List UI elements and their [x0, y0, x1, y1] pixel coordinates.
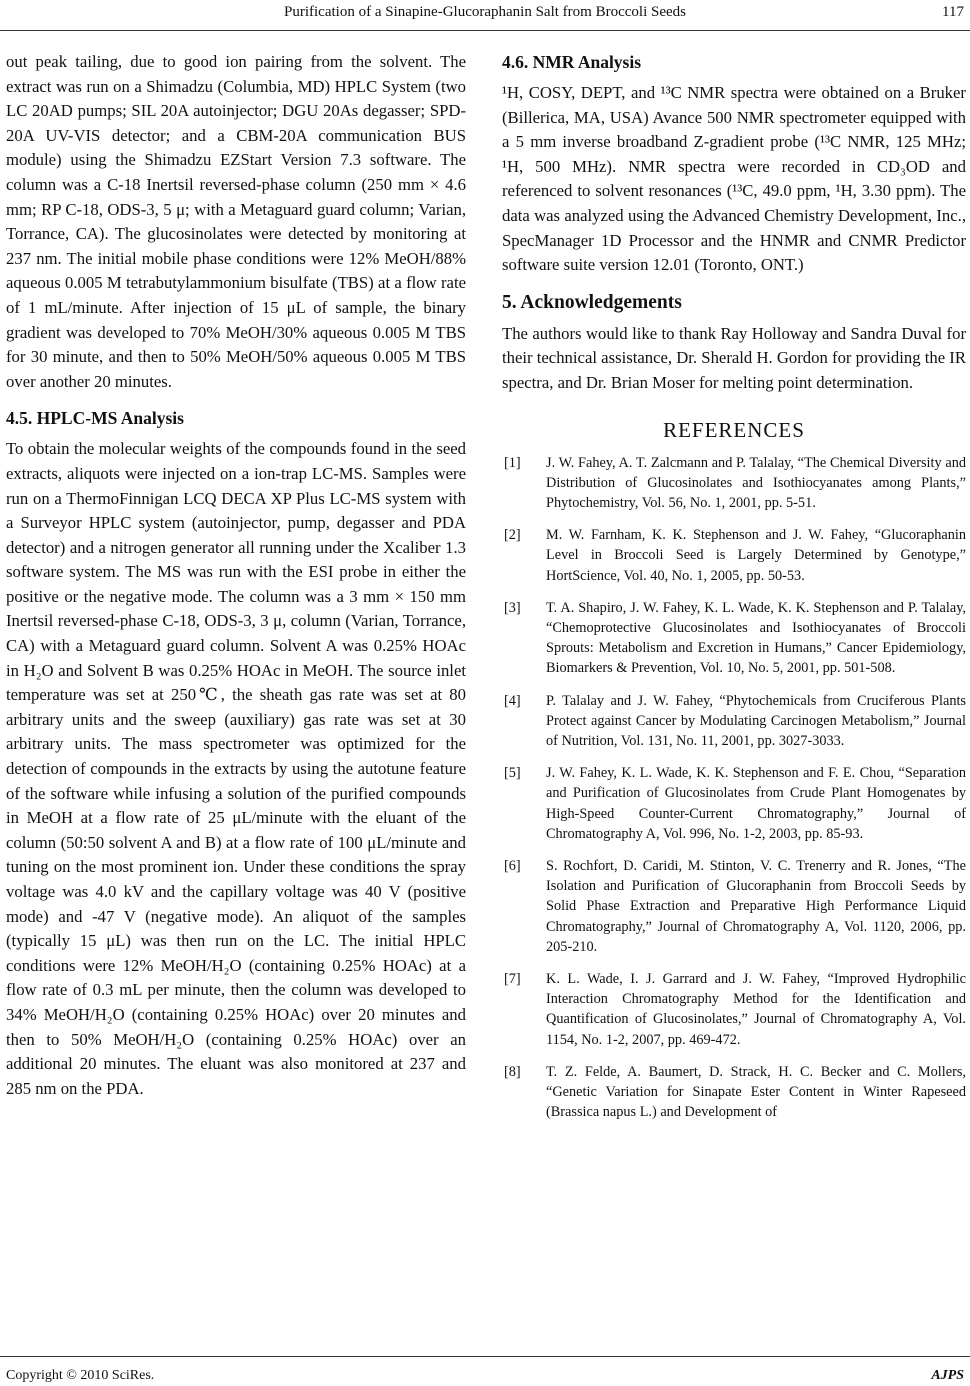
hplc-paragraph: out peak tailing, due to good ion pairing from the solvent. The extract was run on a Shimadzu (Columbia, MD) HPLC System (two LC 20AD pumps; SIL 20A autoinjector; DGU 20As degasser; SPD-20A UV-VIS detector; and a CBM-20A communication BUS module) using the Shimadzu EZStart Version 7.3 software. The column was a C-18 Inertsil reversed-phase column (250 mm × 4.6 mm; RP C-18, ODS-3, 5 μ; with a Metaguard guard column; Varian, Torrance, CA). The glucosinolates were detected by monitoring at 237 nm. The initial mobile phase conditions were 12% MeOH/88% aqueous 0.005 M tetrabutylammonium bisulfate (TBS) at a flow rate of 1 mL/minute. After injection of 15 μL of sample, the binary gradient was developed to 70% MeOH/30% aqueous 0.005 M TBS for 30 minute, and then to 50% MeOH/50% aqueous 0.005 M TBS over another 20 minutes. — [6, 52, 466, 391]
hplc-ms-paragraph: To obtain the molecular weights of the compounds found in the seed extracts, aliquots were injected on a ion-trap LC-MS. Samples were run on a ThermoFinnigan LCQ DECA XP Plus LC-MS system with a Surveyor HPLC system (autoinjector, pump, degasser and PDA detector) and a nitrogen generator all running under the Xcaliber 1.3 software system. The MS was run with the ESI probe in either the positive or the negative mode. The column was a 3 mm × 150 mm Inertsil reversed-phase C-18, ODS-3, 3 μ, column (Varian, Torrance, CA) with a Metaguard guard column. Solvent A was 0.25% HOAc in H₂O and Solvent B was 0.25% HOAc in MeOH. The source inlet temperature was set at 250℃, the sheath gas rate was set at 80 arbitrary units and the sweep (auxiliary) gas rate was set at 30 arbitrary units. The mass spectrometer was optimized for the detection of compounds in the extracts by using the autotune feature of the software while infusing a solution of the purified compounds in MeOH at a flow rate of 25 μL/minute with the eluant of the column (50:50 solvent A and B) at a flow rate of 100 μL/minute and tuning on the most prominent ion. Under these conditions the spray voltage was 4.0 kV and the capillary voltage was 40 V (positive mode) and -47 V (negative mode). An aliquot of the samples (typically 15 μL) was then run on the LC. The initial HPLC conditions were 12% MeOH/H₂O (containing 0.25% HOAc) at a flow rate of 0.3 mL per minute, then the column was developed to 34% MeOH/H₂O (containing 0.25% HOAc) over 20 minutes and then to 50% MeOH/H₂O (containing 0.25% HOAc) over an additional 20 minutes. The eluant was also monitored at 237 and 285 nm on the PDA. — [6, 439, 466, 1098]
left-column — [6, 50, 466, 1101]
reference-number: [8] — [504, 1063, 521, 1080]
nmr-paragraph: ¹H, COSY, DEPT, and ¹³C NMR spectra were obtained on a Bruker (Billerica, MA, USA) Avance 500 NMR spectrometer equipped with a 5 mm inverse broadband Z-gradient probe (¹³C NMR, 125 MHz; ¹H, 500 MHz). NMR spectra were recorded in CD₃OD and referenced to solvent resonances (¹³C, 49.0 ppm, ¹H, 3.30 ppm). The data was analyzed using the Advanced Chemistry Development, Inc., SpecManager 1D Processor and the HNMR and CNMR Predictor software suite version 12.01 (Toronto, ONT.) — [502, 83, 966, 275]
section-heading-5: 5. Acknowledgements — [502, 291, 682, 313]
reference-item — [502, 453, 966, 514]
reference-text: S. Rochfort, D. Caridi, M. Stinton, V. C. Trenerry and R. Jones, “The Isolation and Purification of Glucoraphanin from Broccoli Seeds by Solid Phase Extraction and Preparative High Performance Liquid Chromatography,” Journal of Chromatography A, Vol. 1120, 2006, pp. 205-210. — [546, 857, 966, 955]
references-heading: REFERENCES — [663, 417, 805, 442]
header-rule — [0, 30, 970, 31]
page-header — [0, 0, 970, 34]
reference-text: K. L. Wade, I. J. Garrard and J. W. Fahey, “Improved Hydrophilic Interaction Chromatography Method for the Identification and Quantification of Glucosinolates,” Journal of Chromatography A, Vol. 1154, No. 1-2, 2007, pp. 469-472. — [546, 971, 966, 1048]
reference-number: [2] — [504, 527, 521, 544]
reference-text: P. Talalay and J. W. Fahey, “Phytochemicals from Cruciferous Plants Protect against Cancer by Modulating Carcinogen Metabolism,” Journal of Nutrition, Vol. 131, No. 11, 2001, pp. 3027-3033. — [546, 692, 966, 749]
reference-number: [7] — [504, 971, 521, 987]
right-column — [502, 50, 966, 1134]
reference-number: [3] — [504, 599, 521, 616]
copyright-notice: Copyright © 2010 SciRes. — [6, 1368, 155, 1383]
reference-item — [502, 598, 966, 679]
page-footer — [0, 1352, 970, 1386]
reference-number: [4] — [504, 692, 521, 709]
reference-text: T. Z. Felde, A. Baumert, D. Strack, H. C. Becker and C. Mollers, “Genetic Variation for Sinapate Ester Content in Winter Rapeseed (Brassica napus L.) and Development of — [546, 1063, 966, 1121]
reference-item — [502, 525, 966, 586]
reference-item — [502, 763, 966, 844]
section-heading-4-5: 4.5. HPLC-MS Analysis — [6, 408, 184, 429]
reference-item — [502, 1062, 966, 1123]
reference-text: J. W. Fahey, A. T. Zalcmann and P. Talalay, “The Chemical Diversity and Distribution of Glucosinolates and Isothiocyanates among Plants,” Phytochemistry, Vol. 56, No. 1, 2001, pp. 5-51. — [546, 454, 966, 511]
running-title: Purification of a Sinapine-Glucoraphanin Salt from Broccoli Seeds — [284, 4, 686, 20]
reference-text: M. W. Farnham, K. K. Stephenson and J. W. Fahey, “Glucoraphanin Level in Broccoli Seed is Largely Determined by Genotype,” HortScience, Vol. 40, No. 1, 2005, pp. 50-53. — [546, 527, 966, 584]
acknowledgements-paragraph: The authors would like to thank Ray Holloway and Sandra Duval for their technical assistance, Dr. Sherald H. Gordon for providing the IR spectra, and Dr. Brian Moser for melting point determination. — [502, 323, 966, 392]
reference-number: [5] — [504, 765, 521, 782]
reference-item — [502, 691, 966, 752]
reference-text: J. W. Fahey, K. L. Wade, K. K. Stephenson and F. E. Chou, “Separation and Purification of Glucosinolates from Crude Plant Homogenates by High-Speed Counter-Current Chromatography,” Journal of Chromatography A, Vol. 996, No. 1-2, 2003, pp. 85-93. — [546, 765, 966, 842]
reference-item — [502, 856, 966, 957]
reference-number: [1] — [504, 454, 521, 471]
page-number: 117 — [942, 4, 964, 20]
section-heading-4-6: 4.6. NMR Analysis — [502, 52, 642, 72]
reference-text: T. A. Shapiro, J. W. Fahey, K. L. Wade, K. K. Stephenson and P. Talalay, “Chemoprotective Glucosinolates and Isothiocyanates of Broccoli Sprouts: Metabolism and Excretion in Humans,” Cancer Epidemiology, Biomarkers & Prevention, Vol. 10, No. 5, 2001, pp. 501-508. — [546, 599, 966, 677]
footer-rule — [0, 1356, 970, 1357]
reference-item — [502, 969, 966, 1050]
reference-number: [6] — [504, 857, 521, 874]
journal-abbreviation: AJPS — [931, 1368, 964, 1383]
